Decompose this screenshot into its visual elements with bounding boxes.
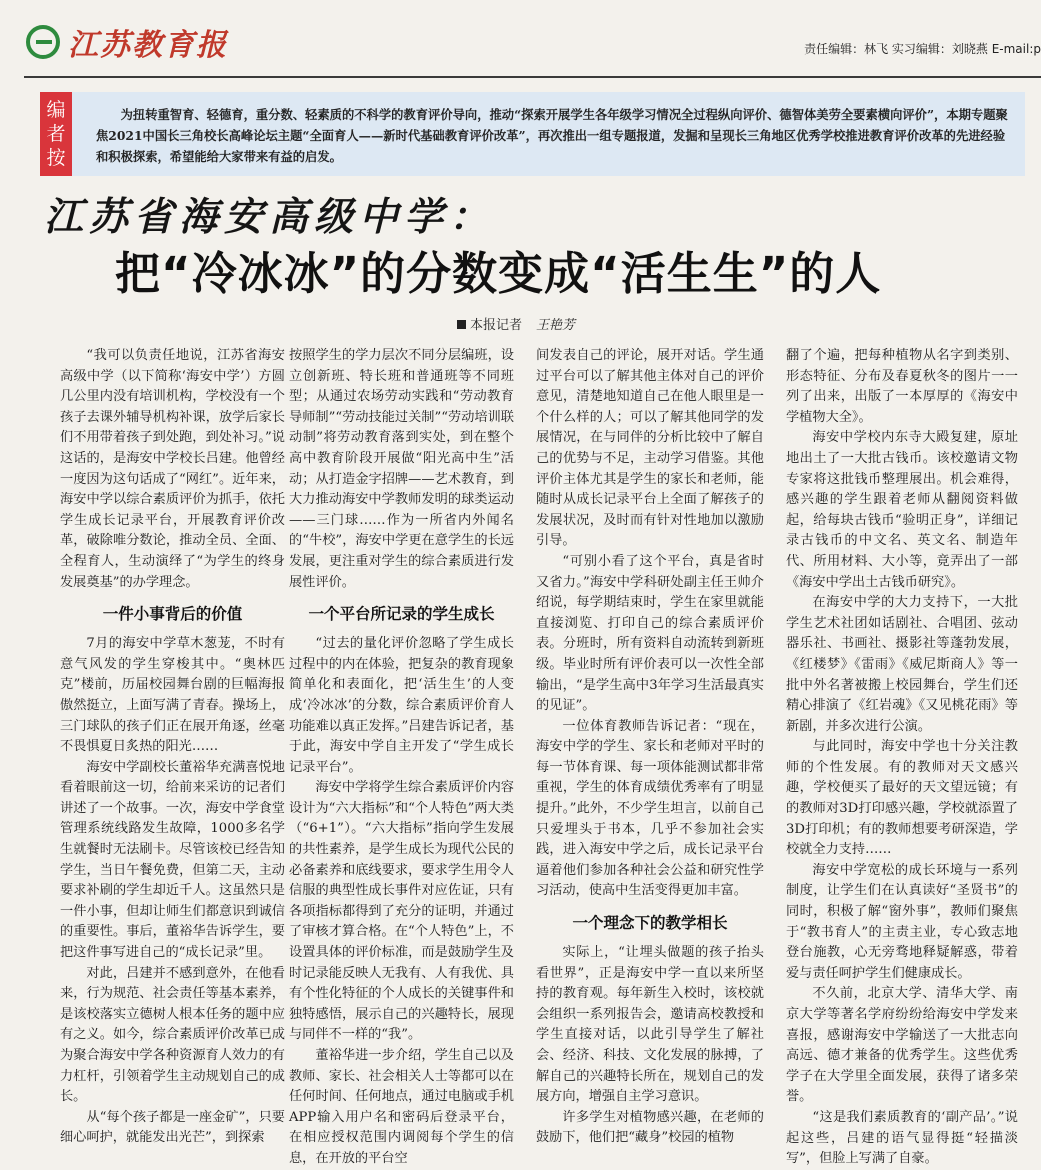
note-tag-char: 按 — [46, 147, 66, 169]
editor-note-tag — [40, 92, 72, 176]
paragraph: “过去的量化评价忽略了学生成长过程中的内在体验，把复杂的教育现象简单化和表面化，把‘活生生’的人变成‘冷冰冰’的分数，综合素质评价育人功能难以真正发挥。”吕建告诉记者，基于此，海安中学自主开发了“学生成长记录平台”。 — [289, 636, 514, 775]
logo-e-icon — [26, 25, 60, 59]
paragraph: 海安中学副校长董裕华充满喜悦地看着眼前这一切，给前来采访的记者们讲述了一个故事。一次，海安中学食堂管理系统线路发生故障，1000多名学生就餐时无法刷卡。尽管该校已经告知学生，当日午餐免费，但第二天，主动要求补刷的学生却近千人。这虽然只是一件小事，但却让师生们都意识到诚信的重要性。事后，董裕华告诉学生，要把这件事写进自己的“成长记录”里。 — [60, 759, 285, 961]
newspaper-logo — [26, 20, 228, 64]
paragraph: 间发表自己的评论，展开对话。学生通过平台可以了解其他主体对自己的评价意见，清楚地知道自己在他人眼里是一个什么样的人；可以了解其他同学的发展情况，在与同伴的分析比较中了解自己的优势与不足，主动学习借鉴。其他评价主体尤其是学生的家长和老师，能随时从成长记录平台上全面了解孩子的发展状况，及时而有针对性地加以激励引导。 — [536, 348, 764, 549]
paragraph: 海安中学校内东寺大殿复建，原址地出土了一大批古钱币。该校邀请文物专家将这批钱币整理展出。机会难得，感兴趣的学生跟着老师从翻阅资料做起，给每块古钱币“验明正身”，详细记录古钱币的中文名、英文名、制造年代、所用材料、大小等，竟弄出了一部《海安中学出土古钱币研究》。 — [786, 430, 1018, 590]
paragraph: “这是我们素质教育的‘副产品’。”说起这些，吕建的语气显得挺“轻描淡写”，但脸上写满了自豪。 — [786, 1109, 1018, 1167]
byline — [457, 314, 575, 333]
masthead-rule — [24, 76, 1041, 78]
note-tag-char: 编 — [46, 99, 66, 121]
paragraph: 许多学生对植物感兴趣，在老师的鼓励下，他们把“藏身”校园的植物 — [536, 1109, 764, 1146]
article-column-2 — [289, 346, 514, 1166]
editor-credits: 责任编辑：林飞 实习编辑：刘晓燕 E-mail:p — [804, 42, 1041, 56]
section-heading: 一个理念下的教学相长 — [572, 914, 728, 933]
logo-text: 江苏教育报 — [68, 28, 228, 63]
paragraph: 一位体育教师告诉记者：“现在，海安中学的学生、家长和老师对平时的每一节体育课、每一项体能测试都非常重视，学生的体育成绩优秀率有了明显提升。”此外，不少学生坦言，以前自己只爱埋头于书本，几乎不参加社会实践，进入海安中学之后，成长记录平台逼着他们参加各种社会公益和研究性学习活动，使高中生活变得更加丰富。 — [536, 718, 764, 899]
paragraph: “我可以负责任地说，江苏省海安高级中学（以下简称‘海安中学’）方圆几公里内没有培训机构，学校没有一个孩子去课外辅导机构补课，放学后家长们不用带着孩子到处跑，到处补习。”说这话的，是海安中学校长吕建。他曾经一度因为这句话成了“网红”。近年来，海安中学以综合素质评价为抓手，依托学生成长记录平台，开展教育评价改革，破除唯分数论，推动全员、全面、全程育人，生动演绎了“为学生的终身发展奠基”的办学理念。 — [60, 348, 285, 590]
paragraph: 翻了个遍，把每种植物从名字到类别、形态特征、分布及春夏秋冬的图片一一列了出来，出版了一本厚厚的《海安中学植物大全》。 — [786, 348, 1018, 425]
headline-main: 把“冷冰冰”的分数变成“活生生”的人 — [115, 247, 882, 300]
byline-author: 王艳芳 — [536, 318, 576, 333]
paragraph: 海安中学宽松的成长环境与一系列制度，让学生们在认真读好“圣贤书”的同时，积极了解“窗外事”，教师们聚焦于“教书育人”的主责主业，专心致志地登台施教，心无旁骛地释疑解惑，带着爱与责任呵护学生们健康成长。 — [786, 862, 1018, 981]
editor-note-text: 为扭转重智育、轻德育，重分数、轻素质的不科学的教育评价导向，推动“探索开展学生各年级学习情况全过程纵向评价、德智体美劳全要素横向评价”，本期专题聚焦2021中国长三角校长高峰论坛主题“全面育人——新时代基础教育评价改革”，再次推出一组专题报道，发掘和呈现长三角地区优秀学校推进教育评价改革的先进经验和积极探索，希望能给大家带来有益的启发。 — [96, 107, 1008, 164]
editor-note — [40, 92, 1025, 176]
paragraph: 不久前，北京大学、清华大学、南京大学等著名学府纷纷给海安中学发来喜报，感谢海安中学输送了一大批志向高远、德才兼备的优秀学生。这些优秀学子在大学里全面发展，获得了诸多荣誉。 — [786, 986, 1018, 1105]
headline-kicker: 江苏省海安高级中学： — [44, 195, 495, 240]
paragraph: 在海安中学的大力支持下，一大批学生艺术社团如话剧社、合唱团、弦动器乐社、书画社、摄影社等蓬勃发展，《红楼梦》《雷雨》《威尼斯商人》等一批中外名著被搬上校园舞台，学生们还精心排演了《红岩魂》《又见桃花雨》等新剧，并多次进行公演。 — [786, 595, 1018, 734]
section-heading: 一件小事背后的价值 — [102, 605, 243, 624]
masthead — [0, 0, 1041, 82]
paragraph: 7月的海安中学草木葱茏，不时有意气风发的学生穿梭其中。“奥林匹克”楼前，历届校园舞台剧的巨幅海报傲然挺立，上面写满了青春。操场上，三门球队的孩子们正在展开角逐，丝毫不畏惧夏日炙热的阳光…… — [60, 636, 285, 755]
article-column-4 — [786, 346, 1018, 1167]
byline-square-icon — [457, 320, 466, 329]
paragraph: 实际上，“让埋头做题的孩子抬头看世界”，正是海安中学一直以来所坚持的教育观。每年新生入校时，该校就会组织一系列报告会，邀请高校教授和学生直接对话，以此引导学生了解社会、经济、科技、文化发展的脉搏，了解自己的兴趣特长所在，规划自己的发展方向，增强自主学习意识。 — [536, 945, 764, 1105]
paragraph: 海安中学将学生综合素质评价内容设计为“六大指标”和“个人特色”两大类（“6+1”）。“六大指标”指向学生发展的共性素养，是学生成长为现代公民的必备素养和底线要求，要求学生用令人信服的典型性成长事件对应佐证，只有各项指标都得到了充分的证明，并通过了审核才算合格。在“个人特色”上，不设置具体的评价标准，而是鼓励学生及时记录能反映人无我有、人有我优、具有个性化特征的个人成长的关键事件和独特感悟，展示自己的兴趣特长，展现与同伴不一样的“我”。 — [289, 780, 514, 1043]
paragraph: 对此，吕建并不感到意外，在他看来，行为规范、社会责任等基本素养，是该校落实立德树人根本任务的题中应有之义。如今，综合素质评价改革已成为聚合海安中学各种资源育人效力的有力杠杆，引领着学生主动规划自己的成长。 — [60, 965, 285, 1105]
paragraph: “可别小看了这个平台，真是省时又省力。”海安中学科研处副主任王帅介绍说，每学期结束时，学生在家里就能直接浏览、打印自己的综合素质评价表。分班时，所有资料自动流转到新班级。毕业时所有评价表可以一次性全部输出，“是学生高中3年学习生活最真实的见证”。 — [536, 553, 764, 714]
paragraph: 董裕华进一步介绍，学生自己以及教师、家长、社会相关人士等都可以在任何时间、任何地点，通过电脑或手机APP输入用户名和密码后登录平台，在相应授权范围内调阅每个学生的信息，在开放的平台空 — [289, 1048, 514, 1166]
article-column-3 — [536, 346, 764, 1146]
paragraph: 按照学生的学力层次不同分层编班，设立创新班、特长班和普通班等不同班型；从通过农场劳动实践和“劳动教育导师制”“劳动技能过关制”“劳动培训联动制”将劳动教育落到实处，到在整个高中教育阶段开展做“阳光高中生”活动；从打造金字招牌——艺术教育，到大力推动海安中学教师发明的球类运动——三门球……作为一所省内外闻名的“牛校”，海安中学更在意学生的长远发展，更注重对学生的综合素质进行发展性评价。 — [289, 348, 514, 590]
paragraph: 从“每个孩子都是一座金矿”，只要细心呵护，就能发出光芒”，到探索 — [60, 1109, 285, 1146]
note-tag-char: 者 — [46, 123, 66, 145]
article-column-1 — [60, 346, 285, 1146]
byline-prefix: 本报记者 — [470, 318, 523, 333]
paragraph: 与此同时，海安中学也十分关注教师的个性发展。有的教师对天文感兴趣，学校便买了最好的天文望远镜；有的教师对3D打印感兴趣，学校就添置了3D打印机；有的教师想要考研深造，学校就全力支持…… — [786, 739, 1018, 858]
section-heading: 一个平台所记录的学生成长 — [308, 605, 495, 624]
